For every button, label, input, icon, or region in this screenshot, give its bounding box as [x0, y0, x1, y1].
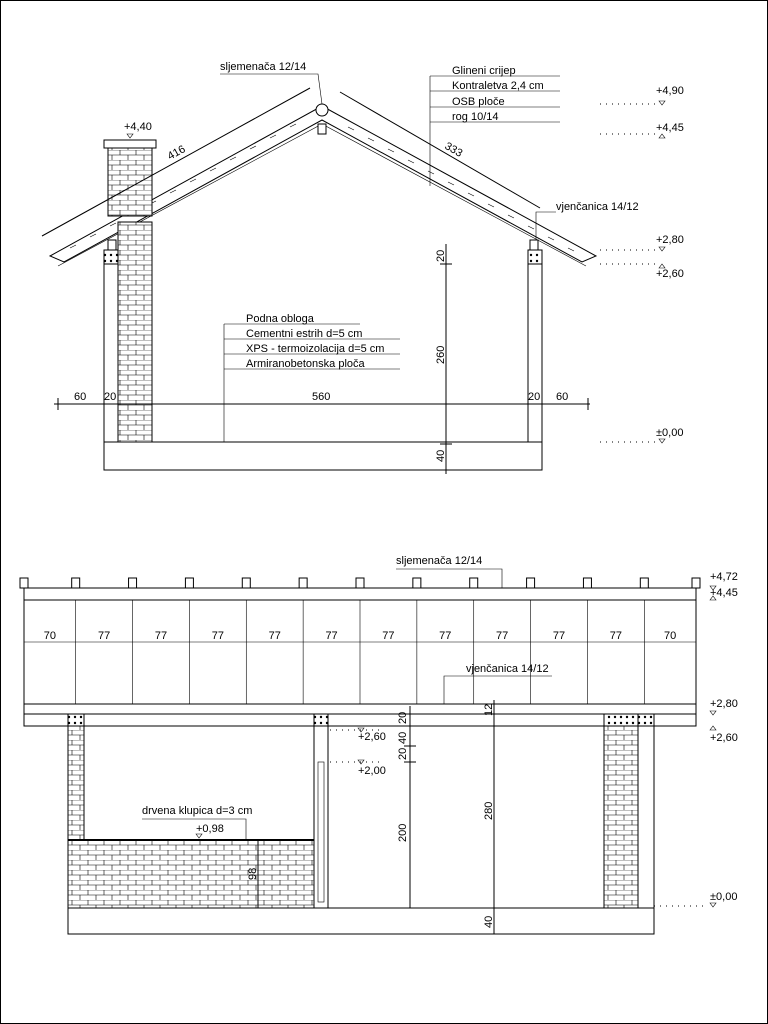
elev-right-wall	[604, 726, 638, 908]
rafter-cap	[527, 578, 535, 588]
left-wall-post	[104, 250, 118, 442]
dim-w20b: 20	[528, 391, 541, 403]
rafter-caps	[20, 578, 700, 588]
dim-w20a: 20	[104, 391, 117, 403]
level-chimney: +4,40	[124, 121, 152, 133]
cross-section-drawing	[42, 61, 684, 474]
rafter-spacing-label: 77	[609, 630, 623, 642]
rafter-cap	[129, 578, 137, 588]
dim-w60a: 60	[74, 391, 87, 403]
dim-w60b: 60	[556, 391, 569, 403]
rafter-cap	[242, 578, 250, 588]
right-wall-post	[528, 250, 542, 442]
chimney-cap	[104, 140, 156, 148]
layer-label-2: Kontraletva 2,4 cm	[452, 80, 544, 92]
dim-98: 98	[247, 867, 259, 880]
left-brick-wall	[118, 222, 152, 442]
chimney	[108, 146, 152, 216]
floor-layer-1: Podna obloga	[246, 313, 314, 325]
rafter-spacing-label: 70	[664, 630, 677, 642]
floor-layer-2: Cementni estrih d=5 cm	[246, 328, 363, 340]
rafter-spacing-label: 77	[325, 630, 338, 642]
rafter-spacing-label: 77	[268, 630, 281, 642]
floor-layer-3: XPS - termoizolacija d=5 cm	[246, 343, 385, 355]
dim-20b: 20	[397, 747, 409, 760]
eaves-band-upper	[24, 704, 696, 714]
ridge-beam-cap	[316, 104, 328, 116]
dim-260: 260	[435, 345, 447, 364]
eaves-band-lower	[24, 711, 696, 726]
floor-layer-4: Armiranobetonska ploča	[246, 358, 365, 370]
level-000: ±0,00	[710, 891, 738, 903]
elev-ridge-label: sljemenača 12/14	[396, 555, 483, 567]
rafter-spacing-label: 77	[552, 630, 566, 642]
layer-label-4: rog 10/14	[452, 111, 499, 123]
right-ring-beam	[528, 250, 542, 264]
rafter-spacing-label: 77	[439, 630, 452, 642]
left-beam-block	[108, 240, 116, 250]
rafter-cap	[356, 578, 364, 588]
dim-20: 20	[435, 249, 447, 262]
rafter-cap	[413, 578, 421, 588]
elev-floor-slab	[68, 908, 654, 934]
rafter-spacing-label: 77	[211, 630, 224, 642]
left-ring-beam	[104, 250, 118, 264]
rafter-cap	[640, 578, 648, 588]
elev-ridge-leader	[396, 569, 502, 588]
dim-40: 40	[435, 449, 447, 462]
right-beam-block	[530, 240, 538, 250]
rafter-dim-left	[42, 88, 310, 236]
bench-brick-wall	[68, 840, 314, 908]
dim-200: 200	[397, 823, 409, 842]
ridge-leader	[220, 74, 322, 104]
rafter-cap	[692, 578, 700, 588]
dim-w560: 560	[312, 391, 331, 403]
level-490: +4,90	[656, 85, 684, 97]
layer-label-1: Glineni crijep	[452, 65, 516, 77]
rafter-spacing-label: 77	[154, 630, 168, 642]
rafter-cap	[299, 578, 307, 588]
rafter-spacing-label: 77	[382, 630, 395, 642]
dim-12: 12	[483, 703, 495, 716]
dim-280: 280	[483, 801, 495, 820]
layer-label-3: OSB ploče	[452, 96, 505, 108]
ridge-label: sljemenača 12/14	[220, 61, 307, 73]
level-280: +2,80	[710, 698, 738, 710]
elev-column	[314, 726, 328, 908]
rafter-spacing-label: 77	[97, 630, 111, 642]
rafter-cap	[20, 578, 28, 588]
level-mid-200: +2,00	[358, 765, 386, 777]
rafter-cap	[185, 578, 193, 588]
ridge-beam	[318, 124, 326, 134]
rafter-right-dim: 333	[442, 140, 465, 160]
rafter-spacing-label: 77	[496, 630, 509, 642]
level-bench: +0,98	[196, 823, 224, 835]
dim-40: 40	[397, 731, 409, 744]
ring-beam-label: vjenčanica 14/12	[556, 201, 639, 213]
level-472: +4,72	[710, 571, 738, 583]
floor-slab	[104, 442, 542, 470]
rafter-cap	[583, 578, 591, 588]
level-260: +2,60	[656, 268, 684, 280]
elev-ring-beam-label: vjenčanica 14/12	[466, 663, 549, 675]
dim-40b: 40	[483, 915, 495, 928]
rafter-cap	[72, 578, 80, 588]
elevation-drawing	[20, 555, 738, 934]
rafter-spacing-label: 70	[43, 630, 56, 642]
rafter-left-dim: 416	[165, 143, 188, 163]
rafter-cap	[470, 578, 478, 588]
level-mid-260: +2,60	[358, 731, 386, 743]
roof-ridge-band	[24, 588, 696, 600]
level-445: +4,45	[710, 587, 738, 599]
level-000: ±0,00	[656, 427, 684, 439]
level-445: +4,45	[656, 122, 684, 134]
dim-20: 20	[397, 711, 409, 724]
level-280: +2,80	[656, 234, 684, 246]
level-260: +2,60	[710, 732, 738, 744]
bench-label: drvena klupica d=3 cm	[142, 805, 253, 817]
